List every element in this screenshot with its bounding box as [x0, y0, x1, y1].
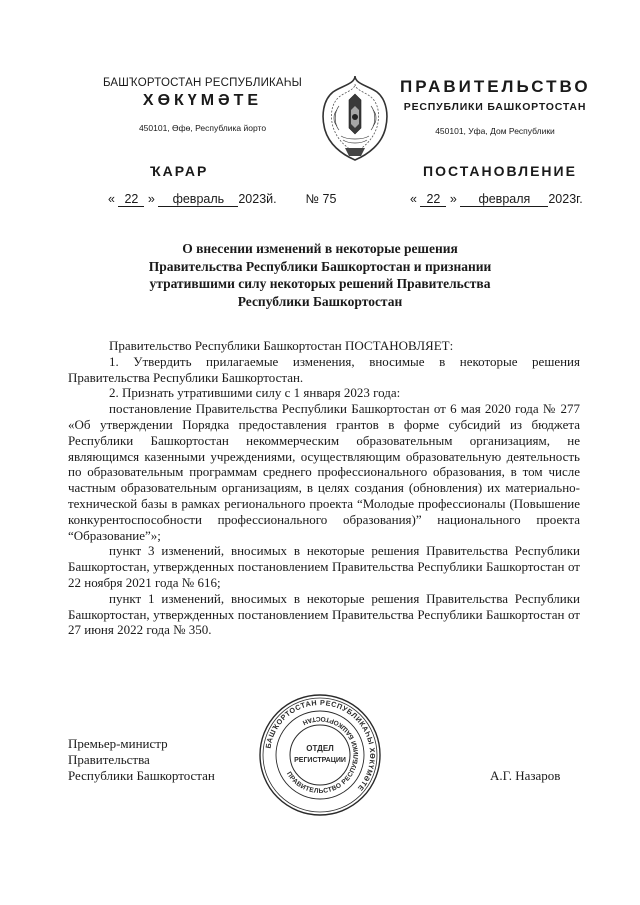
signature-title-line3: Республики Башкортостан [68, 768, 215, 783]
date-right [410, 192, 583, 207]
date-right-month: февраля [460, 192, 548, 207]
stamp-outer-text: БАШҠОРТОСТАН РЕСПУБЛИКАҺЫ ХӨКҮМӘТЕ [263, 697, 378, 794]
body-paragraph-decree: Правительство Республики Башкортостан ПОСТАНОВЛЯЕТ: [109, 338, 454, 353]
signature-block [68, 736, 215, 784]
document-subject [90, 240, 550, 310]
registration-stamp [258, 693, 382, 817]
date-left-number-label: № [305, 192, 320, 206]
stamp-inner-text: ПРАВИТЕЛЬСТВО РЕСПУБЛИКИ БАШКОРТОСТАН [284, 714, 361, 796]
date-left-month: февраль [158, 192, 238, 207]
date-left-year-suffix: 23й. [252, 192, 277, 206]
header-right-line2: РЕСПУБЛИКИ БАШКОРТОСТАН [403, 101, 587, 113]
date-left-year-prefix: 20 [238, 192, 253, 206]
signatory-name: А.Г. Назаров [490, 768, 561, 783]
doc-type-right: ПОСТАНОВЛЕНИЕ [423, 163, 577, 179]
date-left [108, 192, 336, 207]
date-left-open: « [108, 192, 115, 206]
doc-type-left: ҠАРАР [150, 163, 209, 179]
header-right [400, 77, 590, 136]
date-left-number: 75 [322, 192, 337, 206]
body-paragraph-resolution-277: постановление Правительства Республики Башкортостан от 6 мая 2020 года № 277 «Об утверждении Порядка предоставления грантов в форме субсидий из бюджета Республики Башкортостан некоммерческим образовательным организациям, не являющимся казенными учреждениями, осуществляющим образовательную деятельность по образовательным программам среднего профессионального образования, в том числе частным образовательным организациям, в целях создания (обновления) их материально-технической базы в рамках регионального проекта “Молодые профессионалы (Повышение конкурентоспособности профессионального образования)” национального проекта “Образование”»; [68, 401, 580, 543]
date-right-year-prefix: 20 [548, 192, 563, 206]
coat-of-arms-icon [315, 70, 395, 165]
stamp-center-line1: ОТДЕЛ [306, 744, 334, 753]
header-left-address: 450101, Өфө, Республика йорто [138, 123, 267, 133]
header-left-line1: БАШҠОРТОСТАН РЕСПУБЛИКАҺЫ [102, 77, 303, 89]
date-left-close: » [147, 192, 155, 206]
stamp-center-line2: РЕГИСТРАЦИИ [294, 757, 346, 764]
body-paragraph-point-1: пункт 1 изменений, вносимых в некоторые решения Правительства Республики Башкортостан, утвержденных постановлением Правительства Республики Башкортостан от 27 июня 2022 года № 350. [68, 590, 580, 638]
header-right-address: 450101, Уфа, Дом Республики [435, 126, 555, 136]
subject-line-1: О внесении изменений в некоторые решения [182, 241, 458, 256]
signature-title-line1: Премьер-министр [68, 736, 168, 751]
date-right-year-suffix: 23г. [562, 192, 583, 206]
header-right-line1: ПРАВИТЕЛЬСТВО [400, 77, 591, 96]
date-right-open: « [410, 192, 417, 206]
subject-line-2: Правительства Республики Башкортостан и признании [148, 258, 492, 274]
subject-line-3: утратившими силу некоторых решений Правительства [149, 276, 491, 291]
subject-line-4: Республики Башкортостан [237, 293, 403, 309]
document-body [68, 338, 580, 638]
signature-title-line2: Правительства [68, 752, 150, 767]
body-paragraph-1: 1. Утвердить прилагаемые изменения, вносимые в некоторые решения Правительства Республики Башкортостан. [68, 353, 580, 385]
body-paragraph-2: 2. Признать утратившими силу с 1 января 2023 года: [109, 385, 401, 401]
header-left-line2: ХӨКҮМӘТЕ [142, 92, 263, 109]
svg-text:ПРАВИТЕЛЬСТВО РЕСПУБЛИКИ БАШКО [285, 715, 360, 795]
date-right-day: 22 [420, 192, 446, 207]
date-left-day: 22 [118, 192, 144, 207]
date-right-close: » [449, 192, 457, 206]
body-paragraph-point-3: пункт 3 изменений, вносимых в некоторые решения Правительства Республики Башкортостан, утвержденных постановлением Правительства Республики Башкортостан от 22 ноября 2021 года № 616; [68, 543, 580, 590]
header-left [95, 77, 310, 133]
